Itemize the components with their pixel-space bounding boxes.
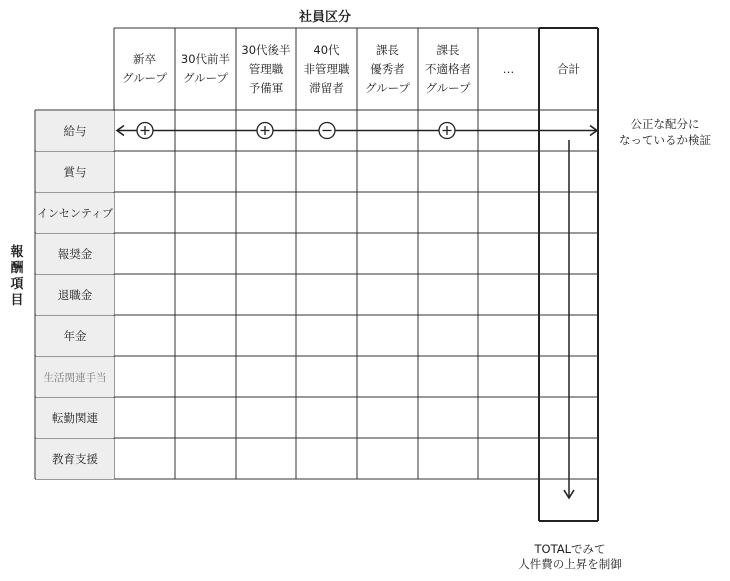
vertical-label-text: 報酬項目	[10, 245, 24, 308]
column-header-line: 30代前半	[180, 52, 231, 66]
annotation-verify	[605, 116, 725, 148]
column-header-line: 非管理職	[303, 61, 350, 76]
column-header	[418, 28, 478, 110]
column-header-line: 40代	[313, 42, 340, 57]
column-header	[114, 28, 175, 110]
column-header-line: 新卒	[133, 52, 156, 66]
column-header	[357, 28, 418, 110]
column-header-line: 課長	[436, 42, 460, 57]
column-header-line: 課長	[376, 42, 399, 57]
annotation-total-control	[505, 542, 635, 572]
row-header: 報奨金	[36, 234, 114, 274]
row-header: 年金	[36, 316, 114, 356]
column-header-line: 不適格者	[425, 61, 471, 76]
column-header-line: 予備軍	[248, 80, 284, 95]
row-header: 退職金	[36, 275, 114, 315]
column-header	[236, 28, 296, 110]
column-header-line: …	[502, 61, 515, 76]
column-header-line: グループ	[182, 71, 229, 85]
column-header-line: グループ	[121, 71, 168, 85]
annotation-total-line-2: 人件費の上昇を制御	[518, 557, 622, 571]
row-header: 転勤関連	[36, 398, 114, 438]
column-header-line: グループ	[364, 80, 411, 95]
chart-title: 社員区分	[298, 10, 351, 25]
total-column-header	[539, 28, 598, 110]
column-header-line: 30代後半	[241, 42, 291, 57]
row-header: 教育支援	[36, 439, 114, 479]
annotation-total-line-1: TOTALでみて	[534, 542, 606, 556]
annotation-verify-line-1: 公正な配分に	[630, 117, 700, 131]
column-header-line: 優秀者	[370, 61, 405, 76]
column-header	[478, 28, 539, 110]
annotation-verify-line-2: なっているか検証	[619, 133, 711, 147]
row-header: 賞与	[36, 152, 114, 192]
row-header: インセンティブ	[36, 193, 114, 233]
row-header: 生活関連手当	[36, 357, 114, 397]
column-header	[175, 28, 236, 110]
row-header: 給与	[36, 111, 114, 151]
total-column-label: 合計	[557, 61, 580, 76]
column-header-line: 管理職	[248, 61, 284, 76]
column-header-line: 滞留者	[309, 80, 344, 95]
column-header-line: グループ	[425, 80, 471, 95]
column-header	[296, 28, 357, 110]
